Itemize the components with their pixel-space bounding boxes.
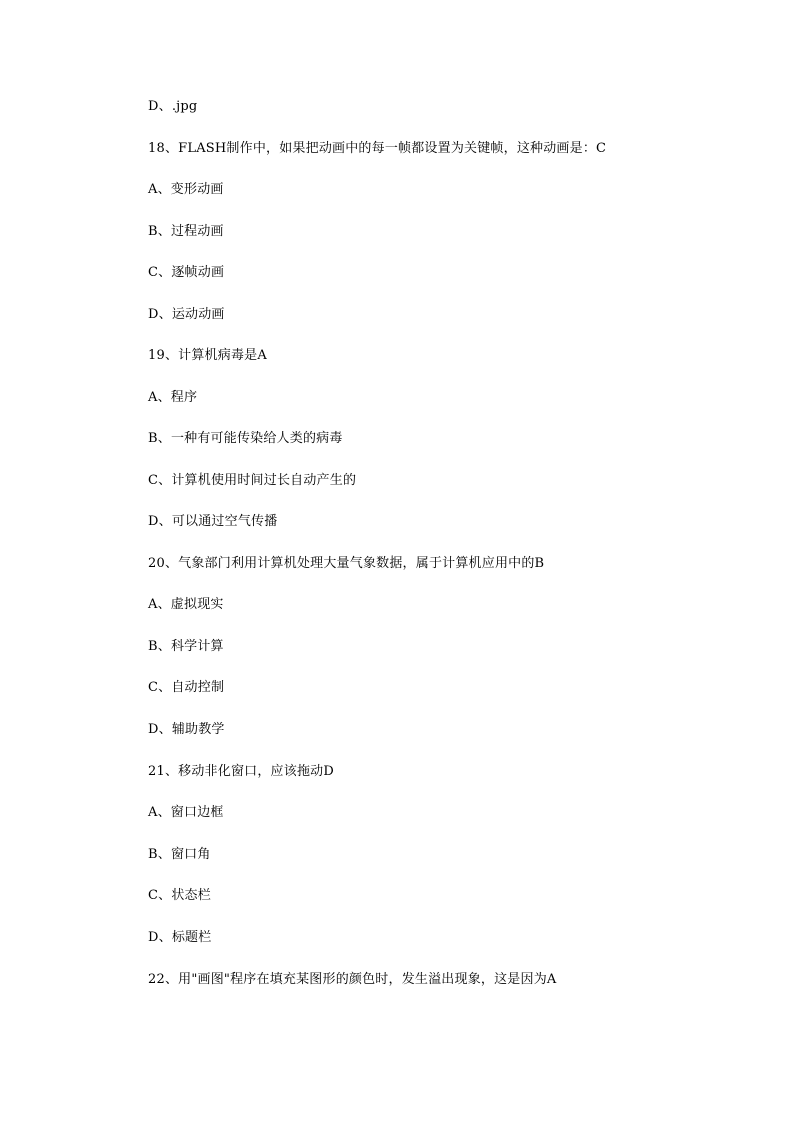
question-line: 22、用"画图"程序在填充某图形的颜色时，发生溢出现象，这是因为A: [148, 972, 557, 987]
option-line: B、窗口角: [148, 847, 211, 862]
option-line: C、逐帧动画: [148, 265, 225, 280]
option-line: C、状态栏: [148, 888, 211, 903]
option-line: C、自动控制: [148, 680, 225, 695]
option-line: B、一种有可能传染给人类的病毒: [148, 431, 343, 446]
option-line: A、变形动画: [148, 182, 224, 197]
option-line: C、计算机使用时间过长自动产生的: [148, 473, 357, 488]
option-line: D、标题栏: [148, 930, 212, 945]
option-line: D、辅助教学: [148, 722, 225, 737]
question-line: 18、FLASH制作中，如果把动画中的每一帧都设置为关键帧，这种动画是：C: [148, 141, 607, 156]
option-line: A、程序: [148, 390, 198, 405]
question-line: 20、气象部门利用计算机处理大量气象数据，属于计算机应用中的B: [148, 556, 545, 571]
question-line: 19、计算机病毒是A: [148, 348, 267, 363]
question-line: 21、移动非化窗口，应该拖动D: [148, 764, 334, 779]
option-line: D、可以通过空气传播: [148, 514, 278, 529]
option-line: A、窗口边框: [148, 805, 224, 820]
option-line: D、.jpg: [148, 99, 198, 114]
option-line: B、过程动画: [148, 224, 224, 239]
option-line: A、虚拟现实: [148, 597, 224, 612]
option-line: D、运动动画: [148, 307, 225, 322]
option-line: B、科学计算: [148, 639, 224, 654]
